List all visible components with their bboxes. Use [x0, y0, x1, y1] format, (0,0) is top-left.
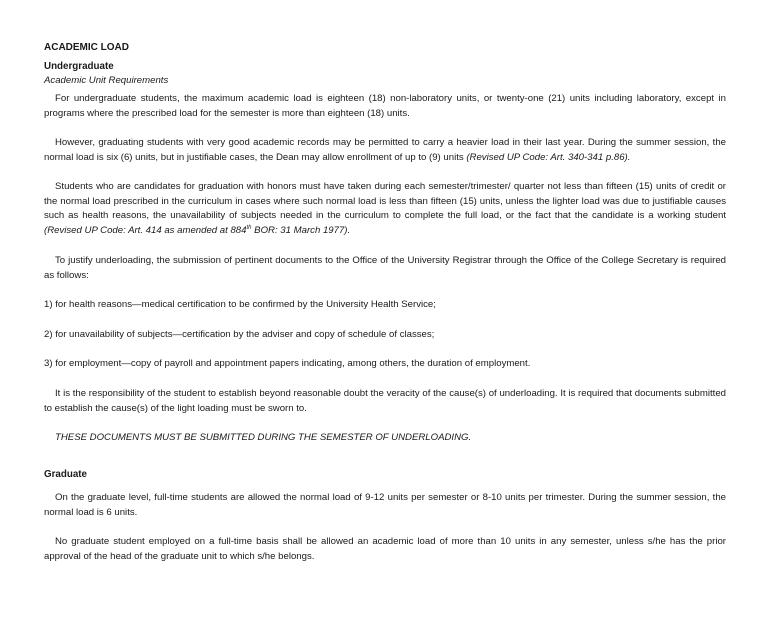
graduate-paragraph-employed: No graduate student employed on a full-time basis shall be allowed an academic load of more than 10 units in any semester, unless s/he has the prior approval of the head of the graduate unit to which s/he belongs.	[44, 536, 726, 562]
honors-citation-b: BOR: 31 March 1977).	[251, 224, 351, 236]
academic-unit-requirements-subheading: Academic Unit Requirements	[44, 75, 169, 86]
undergrad-paragraph-honors	[44, 180, 726, 238]
undergrad-paragraph-responsibility: It is the responsibility of the student to establish beyond reasonable doubt the veracity of the cause(s) of underloading. It is required that documents submitted to establish the cause(s) of the light loading must be sworn to.	[44, 388, 726, 414]
honors-citation-sup: th	[246, 224, 252, 231]
graduating-text: However, graduating students with very good academic records may be permitted to carry a heavier load in their last year. During the summer session, the normal load is six (6) units, but in justifiable cases, the Dean may allow enrollment of up to (9) units	[44, 137, 726, 163]
undergraduate-heading: Undergraduate	[44, 61, 114, 72]
honors-citation-a: (Revised UP Code: Art. 414 as amended at 884	[44, 224, 247, 236]
list-item: 3) for employment—copy of payroll and appointment papers indicating, among others, the duration of employment.	[44, 358, 531, 369]
undergrad-paragraph-graduating	[44, 136, 726, 165]
page-title: ACADEMIC LOAD	[44, 42, 129, 53]
honors-citation	[44, 225, 350, 236]
undergrad-paragraph-max-load: For undergraduate students, the maximum academic load is eighteen (18) non-laboratory units, or twenty-one (21) units including laboratory, except in programs where the prescribed load for the semester is more than eighteen (18) units.	[44, 93, 726, 119]
graduate-paragraph-normal-load: On the graduate level, full-time students are allowed the normal load of 9-12 units per semester or 8-10 units per trimester. During the summer session, the normal load is 6 units.	[44, 492, 726, 518]
list-item: 2) for unavailability of subjects—certification by the adviser and copy of schedule of classes;	[44, 329, 435, 340]
undergrad-paragraph-underloading: To justify underloading, the submission of pertinent documents to the Office of the University Registrar through the Office of the College Secretary is required as follows:	[44, 255, 726, 281]
honors-text: Students who are candidates for graduation with honors must have taken during each semester/trimester/ quarter not less than fifteen (15) units of credit or the normal load prescribed in the curriculum in cases where such normal load is less than fifteen (15) units, unless the lighter load was due to justifiable causes such as health reasons, the unavailability of subjects needed in the curriculum to complete the full load, or the fact that the candidate is a working student	[44, 181, 726, 222]
list-item: 1) for health reasons—medical certification to be confirmed by the University Health Service;	[44, 299, 436, 310]
graduate-heading: Graduate	[44, 469, 88, 480]
graduating-citation: (Revised UP Code: Art. 340-341 p.86).	[466, 151, 631, 163]
underloading-notice: THESE DOCUMENTS MUST BE SUBMITTED DURING THE SEMESTER OF UNDERLOADING.	[55, 432, 472, 443]
